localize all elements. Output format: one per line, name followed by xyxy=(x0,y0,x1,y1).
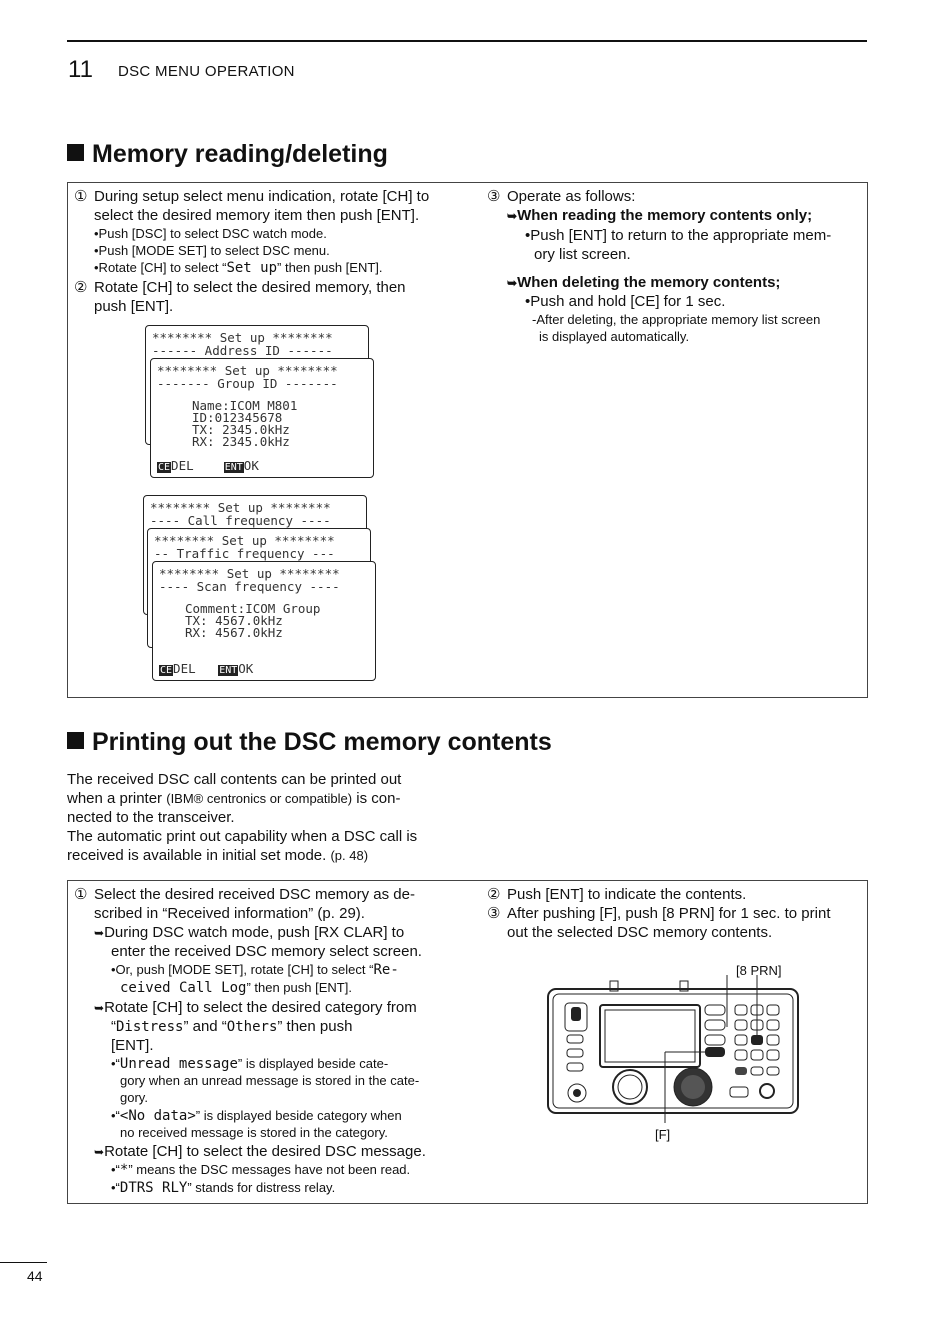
step1-text-b: select the desired memory item then push [ENT]. xyxy=(94,207,420,224)
step2-text-b: push [ENT]. xyxy=(94,298,174,315)
p-step2: Push [ENT] to indicate the contents. xyxy=(507,886,747,903)
p-arrow1-b: enter the received DSC memory select screen. xyxy=(111,943,422,960)
lcd-rx: RX: 4567.0kHz xyxy=(185,625,283,640)
footer-rule xyxy=(0,1262,47,1263)
p-arrow2-c: [ENT]. xyxy=(111,1037,154,1054)
lcd-line: ******** Set up ******** xyxy=(152,330,333,345)
header-rule xyxy=(67,40,867,42)
intro-line2: when a printer (IBM® centronics or compatible) is con- xyxy=(67,790,401,807)
lcd-line: ******** Set up ******** xyxy=(157,363,338,378)
lcd-scan-frequency-screen xyxy=(152,561,376,681)
lcd-group-id-screen xyxy=(150,358,374,478)
lcd-line: ---- Call frequency ---- xyxy=(150,513,331,528)
intro-line3: nected to the transceiver. xyxy=(67,809,235,826)
p-arrow1-a: ➥During DSC watch mode, push [RX CLAR] to xyxy=(94,924,405,941)
arrow-icon: ➥ xyxy=(507,276,518,290)
lcd-line: ******** Set up ******** xyxy=(150,500,331,515)
chapter-number: 11 xyxy=(68,56,93,83)
p-step2-number: ② xyxy=(487,886,501,903)
p-unread-c: gory. xyxy=(120,1090,148,1105)
arrow-icon: ➥ xyxy=(94,1145,105,1159)
p-nodata-b: no received message is stored in the category. xyxy=(120,1125,388,1140)
deleting-sub-b: is displayed automatically. xyxy=(539,329,690,344)
intro-line4: The automatic print out capability when a DSC call is xyxy=(67,828,418,845)
step3-text: Operate as follows: xyxy=(507,188,636,205)
deleting-bullet: •Push and hold [CE] for 1 sec. xyxy=(525,293,726,310)
lcd-line: -- Traffic frequency --- xyxy=(154,546,335,561)
arrow-icon: ➥ xyxy=(94,926,105,940)
callout-8-prn: [8 PRN] xyxy=(736,963,782,978)
lcd-line: ---- Scan frequency ---- xyxy=(159,579,340,594)
callout-f: [F] xyxy=(655,1127,671,1142)
reading-bullet-b: ory list screen. xyxy=(534,246,631,263)
lcd-id: ID:012345678 xyxy=(192,410,283,425)
p-or-line2: ceived Call Log” then push [ENT]. xyxy=(120,980,352,996)
lcd-line: ------- Group ID ------- xyxy=(157,376,338,391)
p-step1-b: scribed in “Received information” (p. 29). xyxy=(94,905,365,922)
square-bullet-icon xyxy=(67,144,84,161)
p-dtrs-note: •“DTRS RLY” stands for distress relay. xyxy=(111,1180,336,1196)
lcd-line: ******** Set up ******** xyxy=(159,566,340,581)
chapter-title: DSC MENU OPERATION xyxy=(118,63,295,80)
section-heading-printing: Printing out the DSC memory contents xyxy=(67,728,552,757)
section-heading-memory: Memory reading/deleting xyxy=(67,140,388,169)
p-step3-number: ③ xyxy=(487,905,501,922)
p-step3-a: After pushing [F], push [8 PRN] for 1 sec. to print xyxy=(507,905,831,922)
p-step1-a: Select the desired received DSC memory as de- xyxy=(94,886,415,903)
bullet-dsc: •Push [DSC] to select DSC watch mode. xyxy=(94,226,327,241)
step3-number: ③ xyxy=(487,188,501,205)
p-unread-b: gory when an unread message is stored in the cate- xyxy=(120,1073,420,1088)
arrow-icon: ➥ xyxy=(94,1001,105,1015)
p-arrow2-b: “Distress” and “Others” then push xyxy=(111,1018,353,1035)
p-arrow2-a: ➥Rotate [CH] to select the desired category from xyxy=(94,999,417,1016)
p-star-note: •“*” means the DSC messages have not been read. xyxy=(111,1162,411,1178)
lcd-line: ******** Set up ******** xyxy=(154,533,335,548)
intro-line5: received is available in initial set mode. (p. 48) xyxy=(67,847,369,864)
lcd-tx: TX: 4567.0kHz xyxy=(185,613,283,628)
lcd-name: Name:ICOM M801 xyxy=(192,398,298,413)
page-number: 44 xyxy=(27,1268,43,1284)
lcd-comment: Comment:ICOM Group xyxy=(185,601,321,616)
lcd-line: ------ Address ID ------ xyxy=(152,343,333,358)
p-step1-number: ① xyxy=(74,886,88,903)
step2-number: ② xyxy=(74,279,88,296)
lcd-softkeys: CEDEL ENTOK xyxy=(158,458,259,473)
p-unread-a: •“Unread message” is displayed beside cate- xyxy=(111,1056,389,1072)
arrow-icon: ➥ xyxy=(507,209,518,223)
bullet-mode: •Push [MODE SET] to select DSC menu. xyxy=(94,243,330,258)
deleting-sub-a: -After deleting, the appropriate memory list screen xyxy=(532,312,821,327)
radio-front-panel-illustration xyxy=(545,975,805,1130)
step1-text-a: During setup select menu indication, rotate [CH] to xyxy=(94,188,430,205)
p-nodata-a: •“<No data>” is displayed beside category when xyxy=(111,1108,402,1124)
step1-number: ① xyxy=(74,188,88,205)
bullet-setup: •Rotate [CH] to select “Set up” then push [ENT]. xyxy=(94,260,383,276)
step2-text-a: Rotate [CH] to select the desired memory, then xyxy=(94,279,406,296)
intro-line1: The received DSC call contents can be printed out xyxy=(67,771,402,788)
lcd-softkeys: CEDEL ENTOK xyxy=(160,661,254,676)
lcd-rx: RX: 2345.0kHz xyxy=(192,434,290,449)
p-arrow3: ➥Rotate [CH] to select the desired DSC message. xyxy=(94,1143,426,1160)
square-bullet-icon xyxy=(67,732,84,749)
p-step3-b: out the selected DSC memory contents. xyxy=(507,924,773,941)
lcd-tx: TX: 2345.0kHz xyxy=(192,422,290,437)
p-or-line: •Or, push [MODE SET], rotate [CH] to select “Re- xyxy=(111,962,399,978)
reading-bullet-a: •Push [ENT] to return to the appropriate mem- xyxy=(525,227,832,244)
reading-heading: ➥When reading the memory contents only; xyxy=(507,207,813,224)
deleting-heading: ➥When deleting the memory contents; xyxy=(507,274,781,291)
